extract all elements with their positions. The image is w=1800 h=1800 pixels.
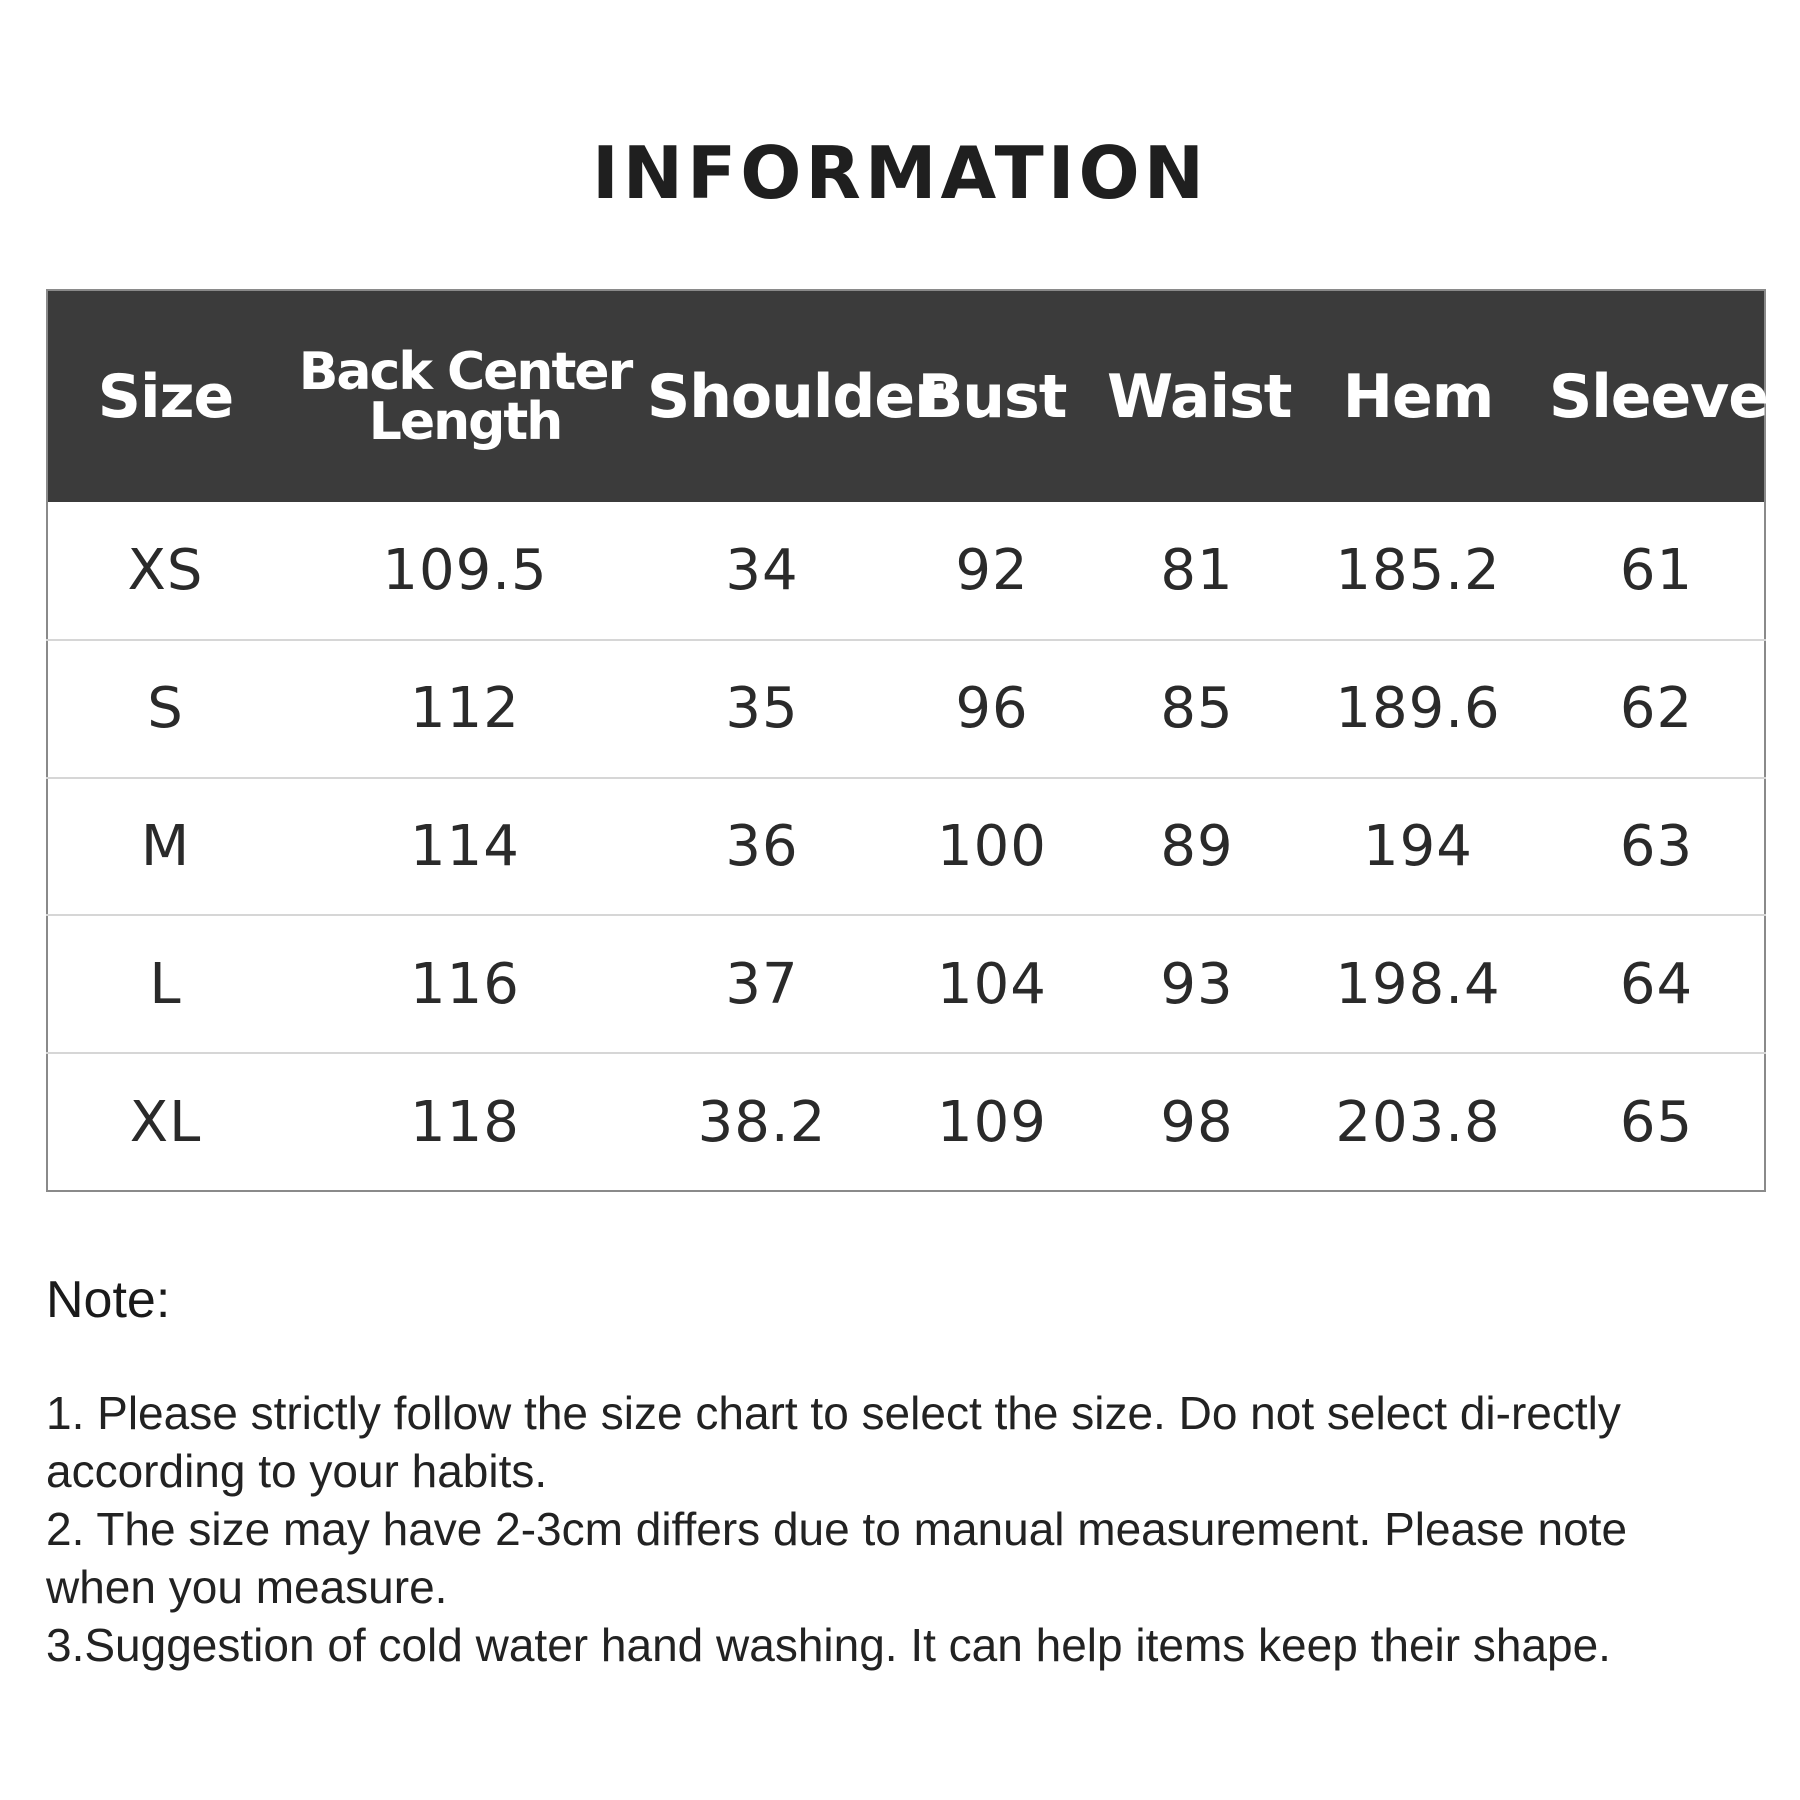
cell-back-center-length: 112 [283,640,647,778]
cell-size: M [47,778,283,916]
note-heading: Note: [46,1271,171,1329]
cell-hem: 189.6 [1287,640,1549,778]
cell-waist: 85 [1107,640,1287,778]
header-waist: Waist [1107,361,1292,432]
cell-shoulder: 35 [647,640,877,778]
cell-shoulder: 37 [647,915,877,1053]
table-row [47,502,1765,640]
table-row [47,915,1765,1053]
note-item: 1. Please strictly follow the size chart to select the size. Do not select di-rectly according to your habits. [46,1387,1621,1497]
note-item: 2. The size may have 2-3cm differs due to manual measurement. Please note when you measure. [46,1503,1628,1613]
cell-back-center-length: 118 [283,1053,647,1191]
cell-back-center-length: 114 [283,778,647,916]
cell-bust: 100 [877,778,1107,916]
cell-size: XL [47,1053,283,1191]
header-hem: Hem [1342,361,1494,432]
header-sleeve: Sleeve [1549,361,1768,432]
cell-bust: 96 [877,640,1107,778]
cell-hem: 198.4 [1287,915,1549,1053]
page-title: INFORMATION [591,131,1209,215]
table-row [47,778,1765,916]
cell-waist: 98 [1107,1053,1287,1191]
table-row [47,1053,1765,1191]
cell-bust: 109 [877,1053,1107,1191]
cell-waist: 89 [1107,778,1287,916]
table-header-row [47,290,1765,502]
header-bust: Bust [917,361,1067,432]
cell-back-center-length: 109.5 [382,537,548,603]
cell-hem: 194 [1287,778,1549,916]
cell-back-center-length: 116 [283,915,647,1053]
size-chart-table [46,289,1766,1192]
table-row [47,640,1765,778]
cell-shoulder: 34 [725,537,799,603]
cell-sleeve: 63 [1549,778,1765,916]
header-back-center-length: Back Center Length [298,341,632,452]
cell-size: S [47,640,283,778]
note-item: 3.Suggestion of cold water hand washing. It can help items keep their shape. [46,1619,1611,1671]
cell-sleeve: 65 [1549,1053,1765,1191]
cell-shoulder: 38.2 [647,1053,877,1191]
header-shoulder: Shoulder [647,361,943,432]
cell-bust: 104 [877,915,1107,1053]
cell-waist: 81 [1160,537,1234,603]
cell-bust: 92 [955,537,1029,603]
cell-sleeve: 64 [1549,915,1765,1053]
cell-hem: 203.8 [1287,1053,1549,1191]
cell-sleeve: 62 [1549,640,1765,778]
header-size: Size [97,361,234,432]
cell-hem: 185.2 [1335,537,1501,603]
cell-waist: 93 [1107,915,1287,1053]
cell-sleeve: 61 [1619,537,1694,603]
cell-size: XS [127,537,204,603]
note-list [46,1384,1706,1674]
cell-size: L [47,915,283,1053]
cell-shoulder: 36 [647,778,877,916]
